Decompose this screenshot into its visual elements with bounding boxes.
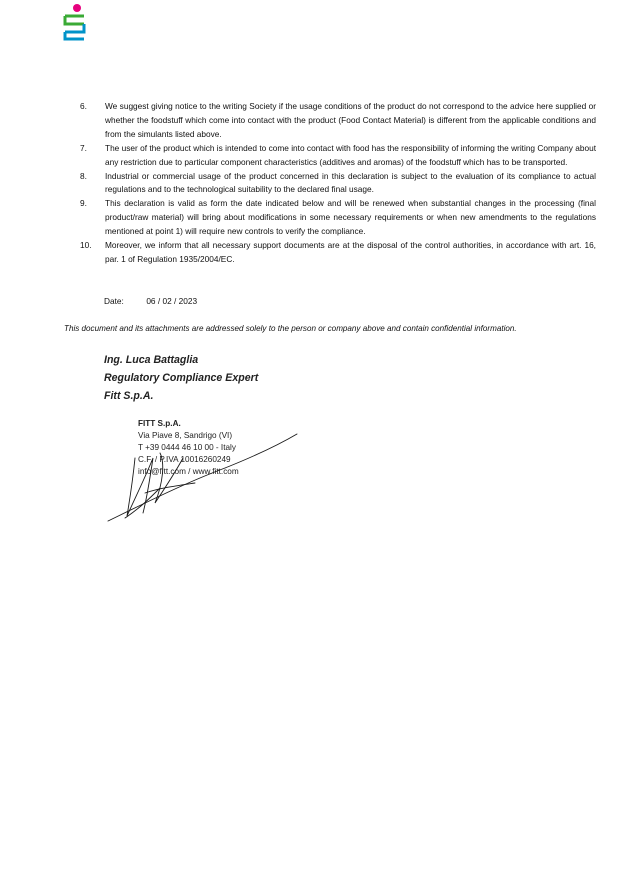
clause-text: We suggest giving notice to the writing Society if the usage conditions of the product do not correspond to the advice here supplied or whether the foodstuff which come into contact with the product (Food Contact Material) is different from the applicable conditions and from the simulants listed above. <box>105 101 596 139</box>
clause-9 <box>80 197 596 239</box>
date-row <box>104 296 197 306</box>
clause-number: 8. <box>80 170 87 181</box>
logo-stroke-blue <box>65 24 84 39</box>
date-label: Date: <box>104 296 124 306</box>
clause-text: Moreover, we inform that all necessary support documents are at the disposal of the control authorities, in accordance with art. 16, par. 1 of Regulation 1935/2004/EC. <box>105 240 596 264</box>
signatory-name: Ing. Luca Battaglia <box>104 354 199 366</box>
clause-list <box>80 100 596 267</box>
stamp-contact: info@fitt.com / www.fitt.com <box>138 467 239 476</box>
stamp-phone: T +39 0444 46 10 00 - Italy <box>138 443 236 452</box>
clause-number: 6. <box>80 101 87 111</box>
logo-dot <box>73 4 81 12</box>
handwritten-signature <box>105 428 300 523</box>
confidentiality-disclaimer: This document and its attachments are addressed solely to the person or company above and contain confidential information. <box>64 324 517 333</box>
clause-number: 9. <box>80 198 87 209</box>
clause-text: Industrial or commercial usage of the product concerned in this declaration is subject to the evaluation of its compliance to actual regulations and to the technological suitability to the declared final usage. <box>105 170 596 195</box>
stamp-vat: C.F. / P.IVA 10016260249 <box>138 455 231 464</box>
clause-text: This declaration is valid as form the date indicated below and will be renewed when substantial changes in the processing (final product/raw material) will bring about modifications in some necessary requirements or when new amendments to the regulations mentioned at point 1) will require new controls to verify the compliance. <box>105 198 596 237</box>
fitt-logo-icon <box>62 2 92 42</box>
stamp-company: FITT S.p.A. <box>138 419 181 428</box>
signatory-title: Regulatory Compliance Expert <box>104 372 259 384</box>
clause-8 <box>80 170 596 198</box>
signatory-block <box>104 351 258 405</box>
signatory-company: Fitt S.p.A. <box>104 390 154 402</box>
date-value: 06 / 02 / 2023 <box>146 296 198 306</box>
clause-number: 7. <box>80 142 87 153</box>
clause-number: 10. <box>80 240 92 251</box>
clause-text: The user of the product which is intended to come into contact with food has the responsibility of informing the writing Company about any restriction due to particular component characteristics (additives and aromas) of the foodstuff which has to be transported. <box>105 142 596 167</box>
clause-7 <box>80 142 596 170</box>
clause-6 <box>80 100 596 142</box>
stamp-address: Via Piave 8, Sandrigo (VI) <box>138 431 233 440</box>
logo-stroke-green <box>65 16 84 24</box>
clause-10 <box>80 239 596 267</box>
